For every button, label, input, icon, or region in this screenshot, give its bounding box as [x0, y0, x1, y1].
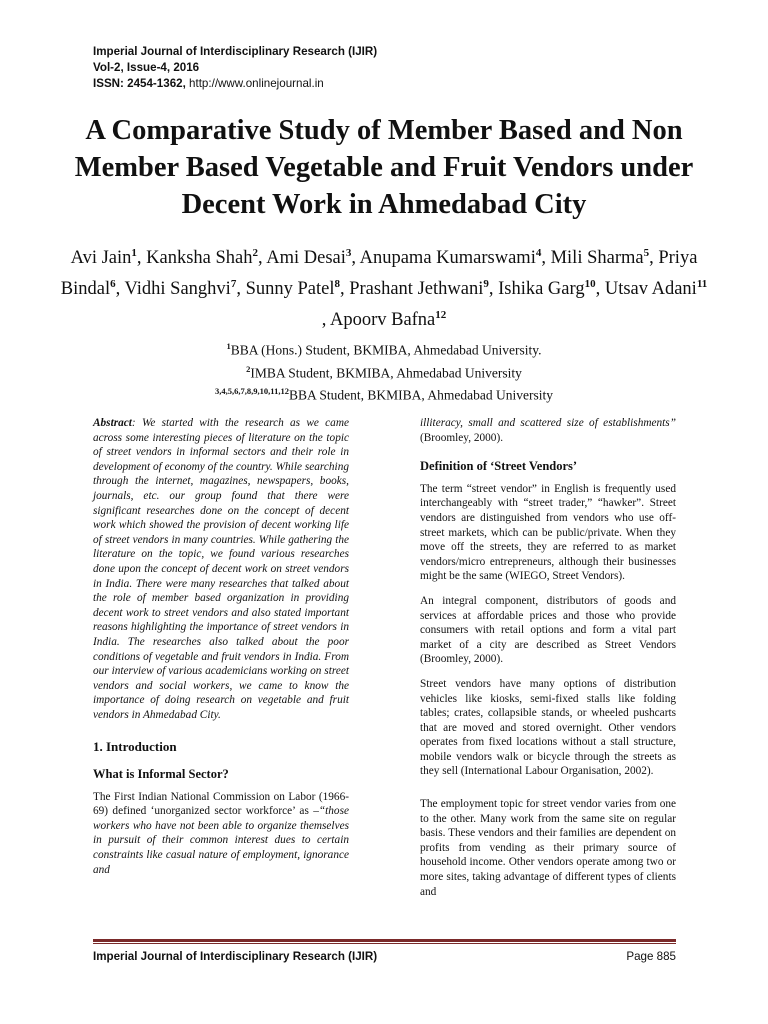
author: Anupama Kumarswami$^4$,	[359, 247, 551, 269]
paper-title: A Comparative Study of Member Based and Non Member Based Vegetable and Fruit Vendors under Decent Work in Ahmedabad City	[74, 115, 694, 220]
paragraph: An integral component, distributors of goods and services at affordable prices and those who provide consumers with retail options and form a vital part market of a city are described as Street Vendors (Broomley, 2000).	[420, 594, 676, 666]
journal-name: Imperial Journal of Interdisciplinary Research (IJIR)	[93, 45, 378, 58]
affiliations	[60, 337, 708, 405]
paragraph: illiteracy, small and scattered size of establishments” (Broomley, 2000).	[420, 417, 676, 444]
subheading-definition-street-vendors: Definition of ‘Street Vendors’	[420, 459, 578, 474]
abstract-text: : We started with the research as we came across some interesting pieces of literature on the topic of street vendors in informal sectors and their role in development of economy of the country. While searching through the internet, magazines, newspapers, books, journals, etc. our group found that there were significant researches done on the concept of decent work which showed the provision of decent working life of street vendors in many countries. While gathering the literature on the topic, we found various researches done upon the concept of decent work on street vendors in India. There were many researches that talked about the role of member based organization in providing decent work to street vendors and also stated important reasons highlighting the importance of street vendors in India. The researches also talked about the poor conditions of vegetable and fruit vendors in India. From our interview of various academicians working on street vendors and social workers, we came to know the importance of doing research on vegetable and fruit vendors in Ahmedabad City.	[93, 417, 349, 721]
author: Ishika Garg$^{10}$,	[498, 278, 605, 300]
affiliation: $^{3,4,5,6,7,8,9,10,11,12}$BBA Student, BKMIBA, Ahmedabad University	[215, 386, 553, 403]
author: Ami Desai$^3$,	[266, 247, 360, 269]
footer-journal: Imperial Journal of Interdisciplinary Research (IJIR)	[93, 950, 378, 963]
issn: ISSN: 2454-1362,	[93, 77, 186, 90]
paragraph: The employment topic for street vendor varies from one to the other. Many work from the same site on regular basis. These vendors and their families are dependent on profits from vending as their primary source of household income. Other vendors operate among two or more sites, taking advantage of different types of clients and	[420, 798, 676, 898]
paragraph: The First Indian National Commission on Labor (1966-69) defined ‘unorganized sector workforce’ as –“those workers who have not been able to organize themselves in pursuit of their common interest dues to certain constraints like casual nature of employment, ignorance and	[93, 790, 349, 876]
author: Priya Bindal$^6$,	[60, 248, 698, 300]
footer-rule-thin	[93, 943, 676, 944]
volume-issue: Vol-2, Issue-4, 2016	[93, 61, 200, 74]
author: Sunny Patel$^8$,	[245, 278, 350, 300]
abstract	[93, 416, 349, 722]
author: Apoorv Bafna$^{12}$	[329, 309, 447, 331]
author-list	[60, 240, 708, 333]
affiliation: $^1$BBA (Hons.) Student, BKMIBA, Ahmedabad University.	[226, 341, 542, 358]
author: Prashant Jethwani$^9$,	[349, 278, 499, 300]
right-column	[420, 416, 676, 909]
author: Vidhi Sanghvi$^7$,	[124, 278, 246, 300]
page-number: Page 885	[626, 950, 676, 963]
abstract-label: Abstract	[93, 417, 132, 429]
author: Utsav Adani$^{11}$ ,	[321, 278, 708, 331]
page-footer	[93, 950, 676, 963]
left-column	[93, 416, 349, 887]
affiliation: $^2$IMBA Student, BKMIBA, Ahmedabad University	[246, 363, 522, 380]
subheading-informal-sector: What is Informal Sector?	[93, 767, 229, 782]
paragraph: Street vendors have many options of distribution vehicles like kiosks, semi-fixed stalls like folding tables; crates, collapsible stands, or wheeled pushcarts that are moved and stored overnight. Other vendors operates from fixed locations without a stall structure, mobile vendors walk or bicycle through the streets as they sell (International Labour Organisation, 2002).	[420, 677, 676, 778]
journal-url[interactable]: http://www.onlinejournal.in	[185, 77, 324, 90]
section-heading-introduction: 1. Introduction	[93, 739, 177, 755]
paragraph: The term “street vendor” in English is frequently used interchangeably with “street trader,” “hawker”. Street vendors are distinguished from vendors who use off-street markets, which can be public/private. When they move off the streets, they are referred to as market vendors/micro entrepreneurs, although their businesses might be the same (WIEGO, Street Vendors).	[420, 482, 676, 583]
footer-rule	[93, 939, 676, 942]
author: Kanksha Shah$^2$,	[146, 247, 267, 269]
author: Avi Jain$^1$,	[70, 247, 147, 269]
journal-header	[93, 44, 377, 92]
author: Mili Sharma$^5$,	[550, 247, 659, 269]
